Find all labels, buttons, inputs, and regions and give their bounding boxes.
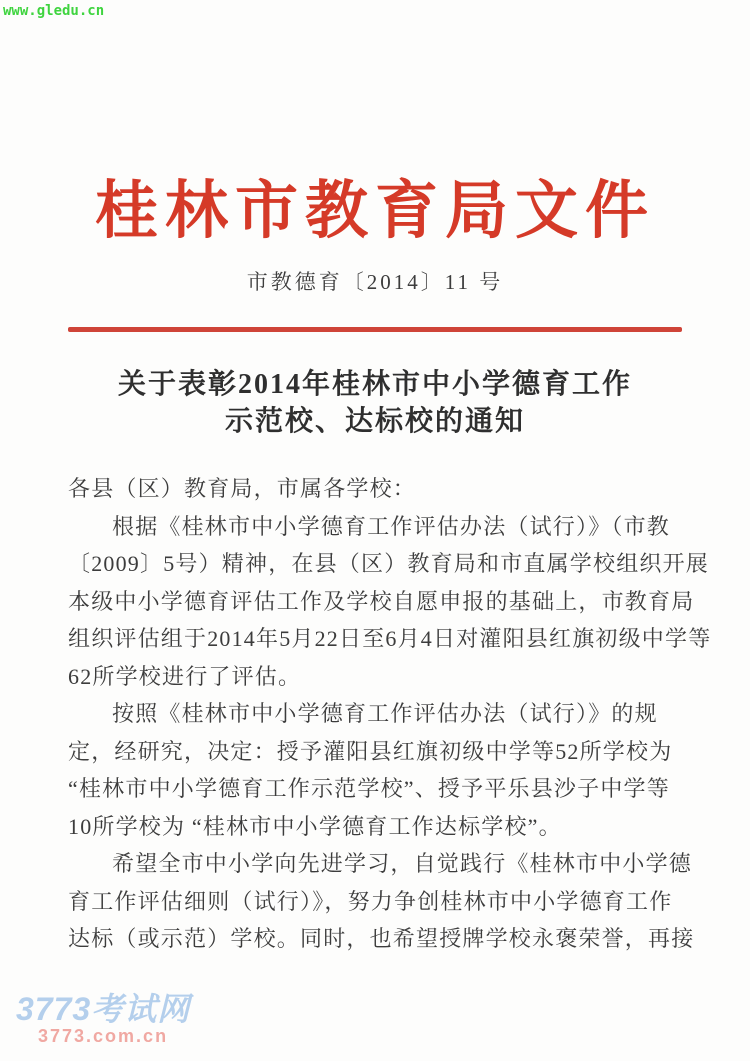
body-line: 10所学校为 “桂林市中小学德育工作达标学校”。 <box>68 813 562 839</box>
body-line: “桂林市中小学德育工作示范学校”、授予平乐县沙子中学等 <box>68 776 670 801</box>
document-title <box>0 366 750 440</box>
site-watermark-bottom <box>16 992 190 1046</box>
body-line: 按照《桂林市中小学德育工作评估办法（试行）》的规 <box>112 701 658 726</box>
body-line: 组织评估组于2014年5月22日至6月4日对灌阳县红旗初级中学等 <box>68 626 712 651</box>
watermark-site-url: 3773.com.cn <box>38 1026 169 1046</box>
body-line: 本级中小学德育评估工作及学校自愿申报的基础上，市教育局 <box>68 588 695 614</box>
body-line: 62所学校进行了评估。 <box>68 663 302 689</box>
body-line: 育工作评估细则（试行）》，努力争创桂林市中小学德育工作 <box>68 888 673 914</box>
issuing-org-title: 桂林市教育局文件 <box>95 176 655 246</box>
site-watermark-top: www.gledu.cn <box>3 3 105 19</box>
body-line: 希望全市中小学向先进学习，自觉践行《桂林市中小学德 <box>112 851 693 876</box>
document-body <box>68 470 712 958</box>
red-divider-rule <box>68 327 682 332</box>
document-title-line1: 关于表彰2014年桂林市中小学德育工作 <box>117 369 632 400</box>
document-number: 市教德育〔2014〕11 号 <box>246 270 504 294</box>
body-line: 达标（或示范）学校。同时，也希望授牌学校永褒荣誉，再接 <box>68 926 695 951</box>
document-title-line2: 示范校、达标校的通知 <box>224 406 525 437</box>
body-line: 〔2009〕5号）精神，在县（区）教育局和市直属学校组织开展 <box>68 551 710 576</box>
body-line: 根据《桂林市中小学德育工作评估办法（试行）》（市教 <box>112 513 671 539</box>
watermark-site-name: 3773考试网 <box>16 991 191 1027</box>
body-line: 定，经研究，决定：授予灌阳县红旗初级中学等52所学校为 <box>68 738 673 764</box>
body-salutation: 各县（区）教育局，市属各学校： <box>68 476 417 501</box>
